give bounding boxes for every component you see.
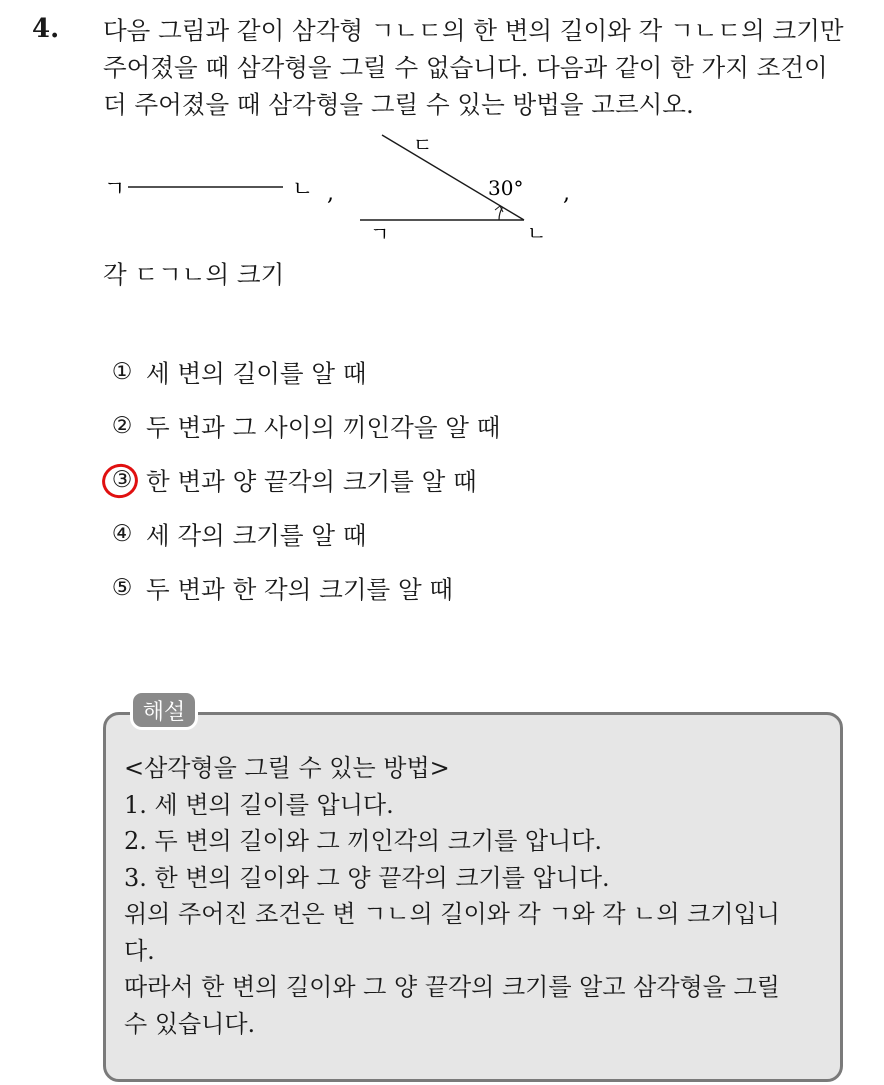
vertex-top-label: ㄷ (413, 133, 433, 157)
choice-text: 세 변의 길이를 알 때 (146, 358, 367, 388)
question-line: 다음 그림과 같이 삼각형 ㄱㄴㄷ의 한 변의 길이와 각 ㄱㄴㄷ의 크기만 (103, 16, 844, 45)
choice-text: 한 변과 양 끝각의 크기를 알 때 (146, 466, 477, 496)
choice-3[interactable] (108, 453, 500, 507)
choice-mark: ② (111, 413, 133, 439)
solution-text (124, 750, 834, 1042)
solution-tab: 해설 (130, 690, 198, 730)
figure-separator: , (327, 181, 334, 206)
choice-text: 세 각의 크기를 알 때 (146, 520, 367, 550)
choice-mark-glyph: ③ (111, 467, 133, 493)
angle-base-left-label: ㄱ (370, 222, 390, 243)
solution-line: 1. 세 변의 길이를 압니다. (124, 790, 394, 819)
answer-choices (108, 345, 500, 615)
angle-value-label: 30° (488, 176, 524, 200)
choice-4[interactable] (108, 507, 500, 561)
solution-line: <삼각형을 그릴 수 있는 방법> (124, 754, 450, 782)
segment-start-label: ㄱ (104, 177, 126, 202)
solution-line: 수 있습니다. (124, 1009, 256, 1038)
question-text (103, 12, 873, 123)
solution-line: 위의 주어진 조건은 변 ㄱㄴ의 길이와 각 ㄱ와 각 ㄴ의 크기입니 (124, 900, 780, 928)
choice-mark: ⑤ (111, 575, 133, 601)
choice-text: 두 변과 그 사이의 끼인각을 알 때 (146, 412, 501, 442)
choice-mark: ① (111, 359, 133, 385)
question-figure (95, 128, 595, 243)
figure-separator: , (563, 181, 570, 206)
choice-mark (108, 467, 136, 493)
question-number: 4. (32, 14, 60, 44)
choice-5[interactable] (108, 561, 500, 615)
solution-line: 따라서 한 변의 길이와 그 양 끝각의 크기를 알고 삼각형을 그릴 (124, 973, 780, 1001)
solution-line: 3. 한 변의 길이와 그 양 끝각의 크기를 압니다. (124, 863, 610, 892)
choice-1[interactable] (108, 345, 500, 399)
solution-line: 2. 두 변의 길이와 그 끼인각의 크기를 압니다. (124, 827, 603, 855)
segment-end-label: ㄴ (292, 177, 314, 202)
choice-mark: ④ (111, 521, 133, 547)
choice-2[interactable] (108, 399, 500, 453)
answer-circle-icon (98, 459, 143, 502)
question-line: 주어졌을 때 삼각형을 그릴 수 없습니다. 다음과 같이 한 가지 조건이 (103, 53, 828, 82)
given-condition: 각 ㄷㄱㄴ의 크기 (103, 260, 285, 289)
choice-text: 두 변과 한 각의 크기를 알 때 (146, 574, 454, 604)
question-line: 더 주어졌을 때 삼각형을 그릴 수 있는 방법을 고르시오. (103, 90, 694, 119)
solution-line: 다. (124, 936, 155, 965)
angle-base-right-label: ㄴ (527, 221, 547, 243)
